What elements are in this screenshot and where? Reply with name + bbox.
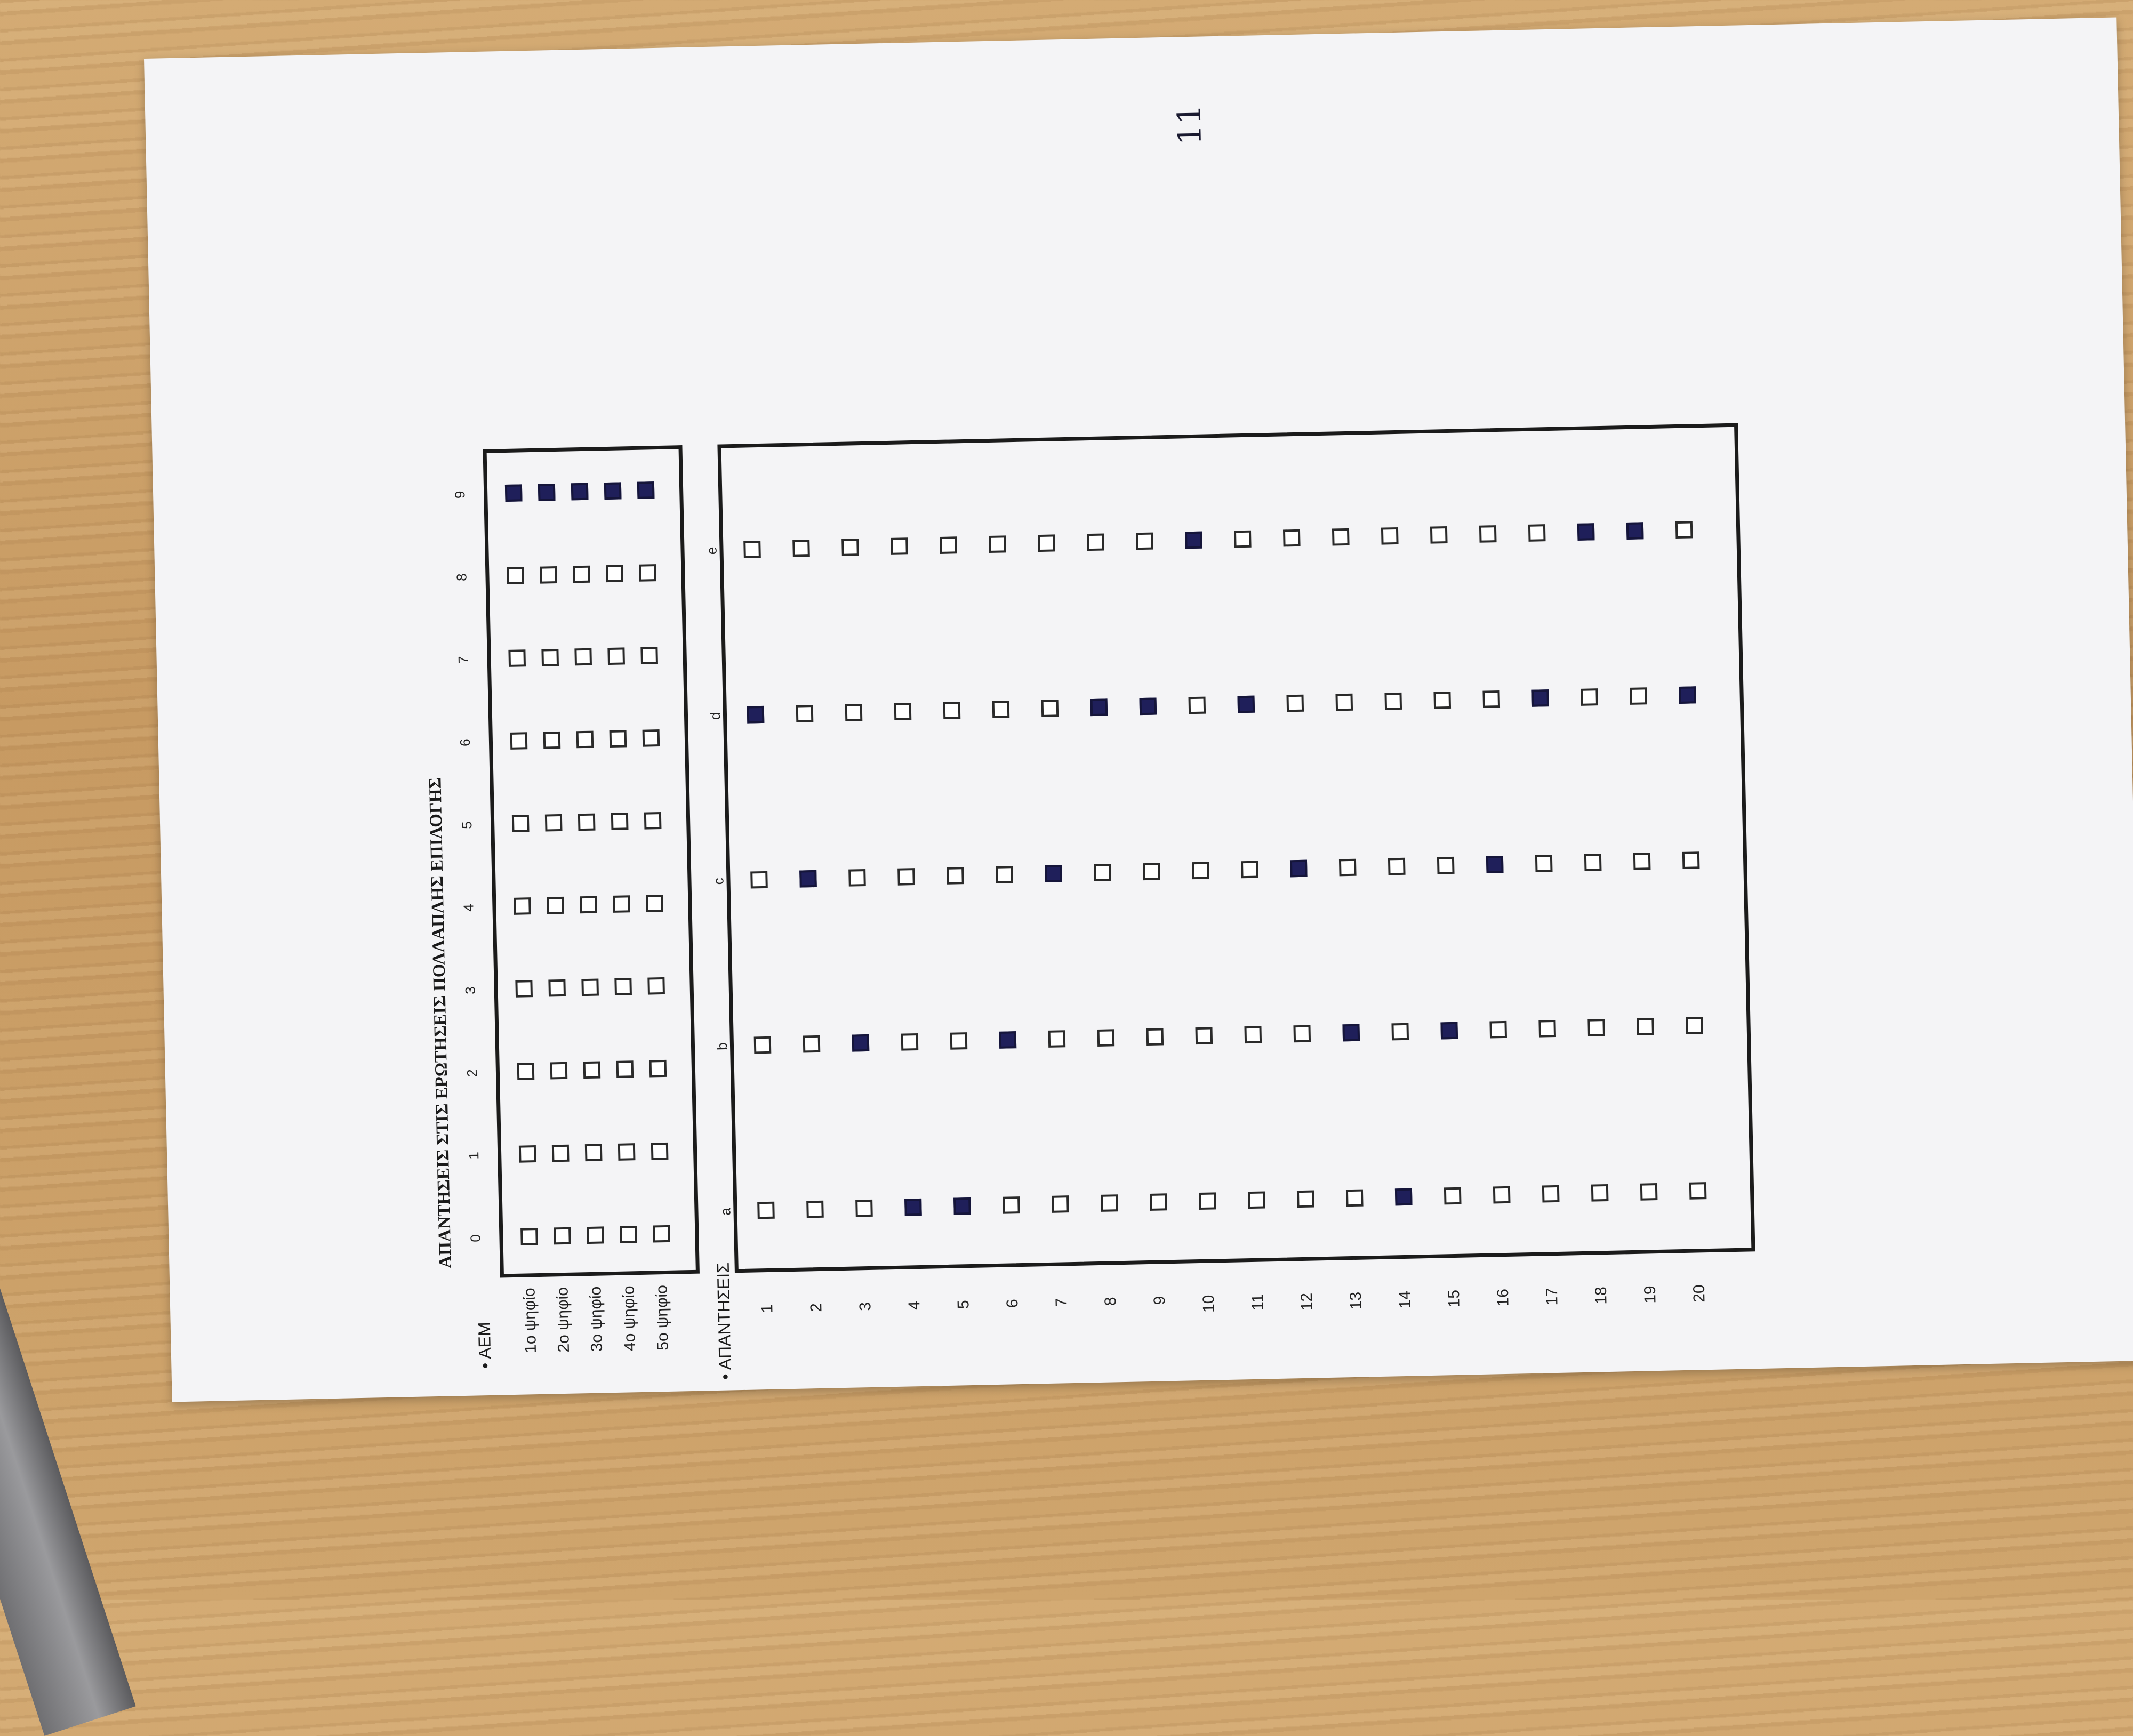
- aem-column-5: 5: [459, 821, 475, 830]
- answer-checkbox-5-a[interactable]: [953, 1197, 971, 1215]
- aem-row-label: 5ο ψηφίο: [653, 1284, 672, 1351]
- answers-row-label: 5: [955, 1299, 973, 1309]
- aem-column-1: 1: [466, 1151, 482, 1160]
- answer-checkbox-11-b[interactable]: [1244, 1026, 1262, 1044]
- answer-checkbox-13-b[interactable]: [1342, 1024, 1360, 1042]
- aem-checkbox-5-5[interactable]: [644, 812, 662, 830]
- answer-checkbox-19-c[interactable]: [1633, 853, 1651, 870]
- aem-checkbox-5-9[interactable]: [637, 481, 655, 499]
- answer-checkbox-6-d[interactable]: [992, 701, 1010, 718]
- answer-checkbox-2-e[interactable]: [792, 540, 810, 557]
- answer-checkbox-4-d[interactable]: [894, 703, 912, 720]
- answer-checkbox-11-d[interactable]: [1237, 696, 1255, 713]
- answers-row-label: 8: [1102, 1297, 1120, 1306]
- answer-checkbox-19-e[interactable]: [1626, 522, 1644, 540]
- aem-checkbox-1-6[interactable]: [510, 732, 528, 750]
- aem-checkbox-3-7[interactable]: [574, 648, 592, 666]
- aem-column-0: 0: [467, 1234, 484, 1243]
- aem-row-label: 2ο ψηφίο: [554, 1287, 573, 1353]
- answer-checkbox-4-a[interactable]: [904, 1199, 922, 1216]
- answer-checkbox-17-e[interactable]: [1528, 524, 1546, 542]
- answer-checkbox-12-a[interactable]: [1297, 1191, 1314, 1208]
- answer-checkbox-1-c[interactable]: [750, 871, 768, 889]
- aem-checkbox-4-0[interactable]: [620, 1226, 637, 1243]
- answers-row-label: 12: [1297, 1292, 1316, 1311]
- answers-row-label: 15: [1445, 1289, 1463, 1308]
- aem-section-label: • ΑΕΜ: [474, 1322, 495, 1369]
- aem-checkbox-5-4[interactable]: [646, 895, 663, 912]
- aem-column-7: 7: [455, 656, 471, 664]
- aem-row-label: 4ο ψηφίο: [620, 1285, 639, 1352]
- answer-checkbox-3-b[interactable]: [852, 1034, 870, 1052]
- answers-row-label: 14: [1396, 1290, 1414, 1309]
- aem-checkbox-2-3[interactable]: [548, 979, 566, 997]
- answer-checkbox-2-b[interactable]: [803, 1035, 821, 1053]
- aem-checkbox-3-9[interactable]: [571, 483, 589, 501]
- answer-checkbox-11-e[interactable]: [1234, 531, 1252, 548]
- answer-checkbox-15-b[interactable]: [1440, 1022, 1458, 1040]
- answer-checkbox-1-e[interactable]: [743, 541, 761, 558]
- answer-checkbox-19-b[interactable]: [1637, 1018, 1654, 1035]
- answer-checkbox-8-b[interactable]: [1097, 1029, 1115, 1047]
- answer-checkbox-9-b[interactable]: [1146, 1028, 1164, 1046]
- answer-checkbox-15-c[interactable]: [1437, 857, 1455, 874]
- aem-checkbox-2-8[interactable]: [540, 566, 557, 584]
- answer-checkbox-4-b[interactable]: [901, 1033, 919, 1051]
- answer-checkbox-16-c[interactable]: [1486, 856, 1504, 873]
- answer-checkbox-6-b[interactable]: [999, 1031, 1017, 1049]
- answer-checkbox-7-d[interactable]: [1041, 700, 1059, 717]
- answer-checkbox-4-e[interactable]: [891, 537, 908, 555]
- answer-checkbox-6-c[interactable]: [996, 866, 1013, 883]
- aem-checkbox-1-9[interactable]: [505, 484, 523, 502]
- aem-checkbox-4-6[interactable]: [610, 730, 627, 748]
- answer-checkbox-6-a[interactable]: [1003, 1196, 1020, 1214]
- aem-checkbox-4-4[interactable]: [613, 895, 630, 913]
- answer-checkbox-10-d[interactable]: [1189, 697, 1206, 714]
- answer-checkbox-13-d[interactable]: [1335, 694, 1353, 711]
- aem-checkbox-3-6[interactable]: [576, 731, 594, 749]
- answer-checkbox-9-a[interactable]: [1150, 1193, 1167, 1211]
- answers-row-label: 11: [1248, 1293, 1267, 1311]
- aem-row-label: 3ο ψηφίο: [587, 1286, 606, 1352]
- page-title: ΑΠΑΝΤΗΣΕΙΣ ΣΤΙΣ ΕΡΩΤΗΣΕΙΣ ΠΟΛΛΑΠΛΗΣ ΕΠΙΛΟΓΗΣ: [426, 777, 455, 1269]
- aem-checkbox-4-5[interactable]: [611, 813, 629, 830]
- aem-checkbox-3-0[interactable]: [587, 1226, 604, 1244]
- aem-checkbox-3-4[interactable]: [580, 896, 597, 914]
- aem-checkbox-4-2[interactable]: [616, 1060, 634, 1078]
- answer-checkbox-7-c[interactable]: [1045, 865, 1062, 882]
- answer-checkbox-1-a[interactable]: [757, 1202, 775, 1219]
- aem-checkbox-5-3[interactable]: [647, 977, 665, 995]
- aem-checkbox-5-0[interactable]: [653, 1225, 670, 1243]
- aem-checkbox-1-7[interactable]: [508, 649, 526, 667]
- aem-checkbox-3-5[interactable]: [578, 814, 596, 831]
- answers-column-d: d: [707, 712, 724, 720]
- answers-row-label: 13: [1346, 1291, 1365, 1310]
- answer-checkbox-15-d[interactable]: [1433, 692, 1451, 709]
- answer-checkbox-5-d[interactable]: [943, 702, 961, 719]
- answer-checkbox-20-d[interactable]: [1679, 686, 1696, 704]
- answer-checkbox-11-a[interactable]: [1248, 1191, 1265, 1209]
- aem-checkbox-2-4[interactable]: [547, 897, 564, 914]
- aem-checkbox-5-2[interactable]: [649, 1060, 667, 1078]
- aem-checkbox-5-7[interactable]: [640, 647, 658, 664]
- answer-checkbox-1-d[interactable]: [747, 706, 765, 724]
- answer-checkbox-9-c[interactable]: [1143, 863, 1160, 880]
- aem-checkbox-3-1[interactable]: [585, 1144, 603, 1161]
- aem-checkbox-4-8[interactable]: [606, 565, 623, 582]
- answer-checkbox-18-b[interactable]: [1587, 1019, 1605, 1036]
- answer-sheet: [144, 18, 2133, 1402]
- answer-checkbox-5-e[interactable]: [940, 536, 957, 554]
- answer-checkbox-18-c[interactable]: [1584, 854, 1602, 871]
- aem-checkbox-5-8[interactable]: [639, 564, 656, 582]
- aem-column-4: 4: [460, 904, 477, 912]
- answer-checkbox-18-a[interactable]: [1591, 1184, 1609, 1202]
- answers-box: [717, 423, 1755, 1273]
- aem-checkbox-1-0[interactable]: [520, 1228, 538, 1245]
- answers-column-b: b: [713, 1042, 731, 1051]
- answer-checkbox-3-c[interactable]: [848, 869, 866, 887]
- aem-checkbox-3-2[interactable]: [583, 1061, 601, 1079]
- laptop-edge: [0, 1250, 136, 1736]
- answer-checkbox-14-a[interactable]: [1395, 1188, 1413, 1206]
- answers-row-label: 7: [1053, 1298, 1071, 1307]
- aem-column-9: 9: [452, 491, 468, 499]
- answer-checkbox-7-e[interactable]: [1038, 534, 1055, 552]
- answer-checkbox-20-a[interactable]: [1689, 1182, 1707, 1200]
- answer-checkbox-20-b[interactable]: [1686, 1017, 1703, 1034]
- aem-checkbox-2-2[interactable]: [550, 1062, 568, 1080]
- answer-checkbox-20-e[interactable]: [1675, 521, 1693, 539]
- answer-checkbox-13-e[interactable]: [1332, 528, 1350, 546]
- answer-checkbox-15-a[interactable]: [1444, 1187, 1462, 1205]
- answer-checkbox-10-e[interactable]: [1185, 532, 1202, 549]
- aem-checkbox-1-8[interactable]: [507, 567, 524, 584]
- answer-checkbox-8-e[interactable]: [1087, 533, 1104, 551]
- answers-column-e: e: [703, 546, 720, 555]
- answers-row-label: 17: [1543, 1287, 1561, 1306]
- answer-checkbox-7-b[interactable]: [1048, 1030, 1066, 1048]
- answer-checkbox-17-c[interactable]: [1535, 855, 1553, 872]
- answer-checkbox-10-b[interactable]: [1195, 1027, 1213, 1044]
- answer-checkbox-10-a[interactable]: [1199, 1192, 1216, 1210]
- answer-checkbox-9-d[interactable]: [1140, 698, 1157, 716]
- answer-checkbox-4-c[interactable]: [897, 868, 915, 886]
- answer-checkbox-3-a[interactable]: [855, 1200, 873, 1217]
- answers-row-label: 6: [1004, 1299, 1022, 1308]
- answer-checkbox-12-e[interactable]: [1283, 529, 1301, 547]
- aem-checkbox-4-7[interactable]: [607, 647, 625, 665]
- answer-checkbox-16-b[interactable]: [1489, 1021, 1507, 1039]
- answers-row-label: 2: [807, 1303, 825, 1313]
- answer-checkbox-10-c[interactable]: [1192, 862, 1209, 880]
- form-content: [258, 343, 1879, 1442]
- answer-checkbox-8-d[interactable]: [1090, 698, 1108, 716]
- answers-row-label: 4: [905, 1300, 924, 1311]
- answer-checkbox-2-a[interactable]: [806, 1201, 824, 1218]
- answer-checkbox-14-b[interactable]: [1391, 1023, 1409, 1041]
- answer-checkbox-16-e[interactable]: [1479, 525, 1497, 543]
- aem-checkbox-3-8[interactable]: [573, 566, 590, 583]
- aem-checkbox-4-9[interactable]: [604, 482, 622, 500]
- answer-checkbox-14-e[interactable]: [1381, 527, 1399, 545]
- handwritten-mark: 11: [1170, 104, 1209, 146]
- answer-checkbox-18-e[interactable]: [1577, 523, 1595, 541]
- answer-checkbox-5-b[interactable]: [950, 1032, 968, 1050]
- answers-row-label: 9: [1151, 1296, 1169, 1305]
- answer-checkbox-6-e[interactable]: [989, 535, 1006, 553]
- answer-checkbox-8-a[interactable]: [1101, 1194, 1118, 1212]
- aem-checkbox-4-3[interactable]: [614, 978, 632, 995]
- answer-checkbox-16-d[interactable]: [1482, 690, 1500, 708]
- aem-checkbox-1-1[interactable]: [519, 1145, 536, 1163]
- answer-checkbox-8-c[interactable]: [1094, 864, 1111, 881]
- aem-checkbox-3-3[interactable]: [581, 979, 599, 996]
- answer-checkbox-2-d[interactable]: [796, 705, 814, 722]
- answers-row-label: 18: [1592, 1286, 1610, 1305]
- answer-checkbox-19-a[interactable]: [1640, 1183, 1658, 1201]
- answer-checkbox-14-d[interactable]: [1384, 693, 1402, 710]
- answer-checkbox-18-d[interactable]: [1581, 688, 1598, 706]
- aem-checkbox-2-9[interactable]: [538, 484, 556, 501]
- answer-checkbox-17-a[interactable]: [1542, 1185, 1560, 1203]
- aem-checkbox-2-7[interactable]: [541, 649, 559, 666]
- answers-row-label: 20: [1690, 1284, 1709, 1303]
- answer-checkbox-14-c[interactable]: [1388, 858, 1406, 875]
- answer-checkbox-12-c[interactable]: [1290, 860, 1308, 878]
- answer-checkbox-20-c[interactable]: [1682, 851, 1700, 869]
- aem-checkbox-1-2[interactable]: [517, 1063, 535, 1080]
- answers-row-label: 16: [1494, 1288, 1512, 1307]
- answer-checkbox-5-c[interactable]: [947, 867, 964, 885]
- aem-checkbox-2-0[interactable]: [554, 1227, 571, 1245]
- answer-checkbox-3-d[interactable]: [845, 704, 863, 721]
- answer-checkbox-7-a[interactable]: [1052, 1195, 1069, 1213]
- answer-checkbox-11-c[interactable]: [1241, 861, 1258, 879]
- answers-row-label: 1: [758, 1304, 776, 1314]
- answers-row-label: 10: [1200, 1295, 1218, 1313]
- aem-checkbox-2-5[interactable]: [545, 814, 563, 832]
- answers-row-label: 19: [1641, 1285, 1659, 1304]
- answer-checkbox-9-e[interactable]: [1136, 533, 1153, 550]
- aem-checkbox-1-4[interactable]: [514, 897, 531, 915]
- answer-checkbox-16-a[interactable]: [1493, 1186, 1511, 1204]
- aem-checkbox-5-1[interactable]: [651, 1143, 669, 1160]
- answer-checkbox-17-b[interactable]: [1538, 1020, 1556, 1038]
- answer-checkbox-17-d[interactable]: [1531, 689, 1549, 707]
- aem-checkbox-2-1[interactable]: [552, 1145, 570, 1162]
- aem-row-label: 1ο ψηφίο: [520, 1288, 540, 1354]
- answer-checkbox-13-c[interactable]: [1339, 859, 1357, 877]
- answer-checkbox-12-d[interactable]: [1286, 695, 1304, 712]
- answer-checkbox-3-e[interactable]: [841, 539, 859, 556]
- answer-checkbox-12-b[interactable]: [1293, 1025, 1311, 1043]
- answer-checkbox-13-a[interactable]: [1346, 1190, 1364, 1207]
- aem-column-3: 3: [462, 986, 478, 995]
- aem-column-6: 6: [456, 738, 474, 747]
- answer-checkbox-15-e[interactable]: [1430, 526, 1448, 544]
- aem-checkbox-1-3[interactable]: [515, 980, 533, 998]
- answers-section-label: • ΑΠΑΝΤΗΣΕΙΣ: [713, 1262, 735, 1380]
- aem-column-2: 2: [463, 1068, 480, 1078]
- aem-checkbox-4-1[interactable]: [618, 1143, 636, 1161]
- aem-column-8: 8: [453, 573, 470, 582]
- aem-checkbox-5-6[interactable]: [643, 729, 660, 747]
- aem-checkbox-2-6[interactable]: [543, 732, 561, 749]
- answers-column-a: a: [717, 1208, 734, 1216]
- answers-column-c: c: [710, 877, 727, 885]
- answer-checkbox-19-d[interactable]: [1630, 687, 1647, 705]
- answer-checkbox-1-b[interactable]: [754, 1036, 772, 1054]
- aem-checkbox-1-5[interactable]: [512, 815, 530, 832]
- answers-row-label: 3: [856, 1301, 875, 1312]
- answer-checkbox-2-c[interactable]: [799, 870, 817, 888]
